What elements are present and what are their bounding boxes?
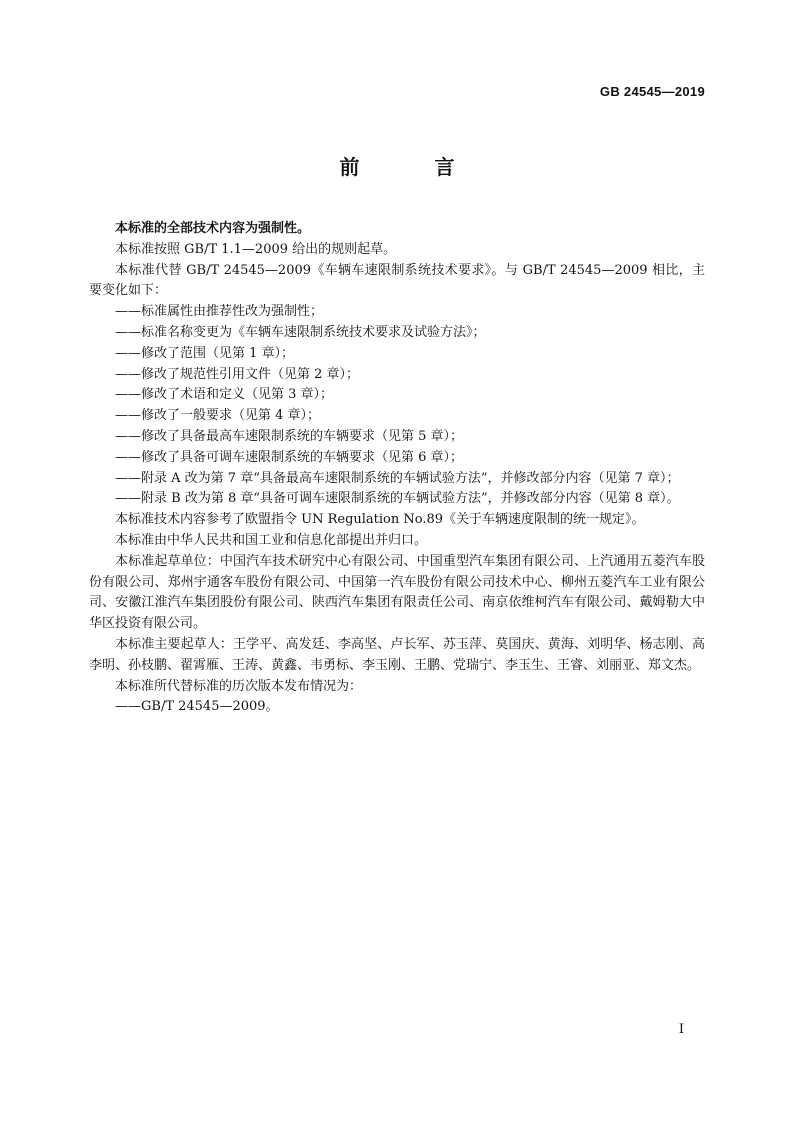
- paragraph-replaces: 本标准代替 GB/T 24545—2009《车辆车速限制系统技术要求》。与 GB/T 24545—2009 相比，主要变化如下：: [89, 262, 705, 299]
- history-item: ——GB/T 24545—2009。: [115, 699, 279, 715]
- change-item: ——标准名称变更为《车辆车速限制系统技术要求及试验方法》；: [115, 324, 486, 340]
- change-item: ——附录 B 改为第 8 章“具备可调车速限制系统的车辆试验方法”，并修改部分内容（见第 8 章）。: [115, 491, 680, 507]
- paragraph-drafting-units: 本标准起草单位：中国汽车技术研究中心有限公司、中国重型汽车集团有限公司、上汽通用五菱汽车股份有限公司、郑州宇通客车股份有限公司、中国第一汽车股份有限公司技术中心、柳州五菱汽车工业有限公司、安徽江淮汽车集团股份有限公司、陕西汽车集团有限责任公司、南京依维柯汽车有限公司、戴姆勒大中华区投资有限公司。: [89, 553, 705, 632]
- change-item: ——修改了范围（见第 1 章）；: [115, 345, 295, 361]
- document-code: GB 24545—2019: [599, 84, 705, 99]
- paragraph-drafting-rules: 本标准按照 GB/T 1.1—2009 给出的规则起草。: [115, 241, 397, 257]
- change-item: ——标准属性由推荐性改为强制性；: [115, 304, 324, 320]
- change-item: ——修改了规范性引用文件（见第 2 章）；: [115, 366, 360, 382]
- paragraph-drafters: 本标准主要起草人：王学平、高发廷、李高坚、卢长军、苏玉萍、莫国庆、黄海、刘明华、杨志刚、高李明、孙枝鹏、翟霄雁、王涛、黄鑫、韦勇标、李玉刚、王鹏、党瑞宁、李玉生、王睿、刘丽亚、郑文杰。: [89, 636, 705, 673]
- paragraph-proposer: 本标准由中华人民共和国工业和信息化部提出并归口。: [115, 532, 428, 548]
- paragraph-reference: 本标准技术内容参考了欧盟指令 UN Regulation No.89《关于车辆速度限制的统一规定》。: [115, 512, 645, 528]
- change-item: ——修改了具备可调车速限制系统的车辆要求（见第 6 章）；: [115, 449, 464, 465]
- change-item: ——附录 A 改为第 7 章“具备最高车速限制系统的车辆试验方法”，并修改部分内容（见第 7 章）；: [115, 470, 680, 486]
- paragraph-history: 本标准所代替标准的历次版本发布情况为：: [115, 678, 363, 694]
- page-title: 前 言: [339, 155, 489, 179]
- page-number: I: [678, 1022, 684, 1037]
- change-item: ——修改了具备最高车速限制系统的车辆要求（见第 5 章）；: [115, 428, 464, 444]
- preface-body: [89, 219, 705, 718]
- change-item: ——修改了术语和定义（见第 3 章）；: [115, 387, 334, 403]
- change-item: ——修改了一般要求（见第 4 章）；: [115, 408, 321, 424]
- paragraph-mandatory: 本标准的全部技术内容为强制性。: [115, 221, 311, 236]
